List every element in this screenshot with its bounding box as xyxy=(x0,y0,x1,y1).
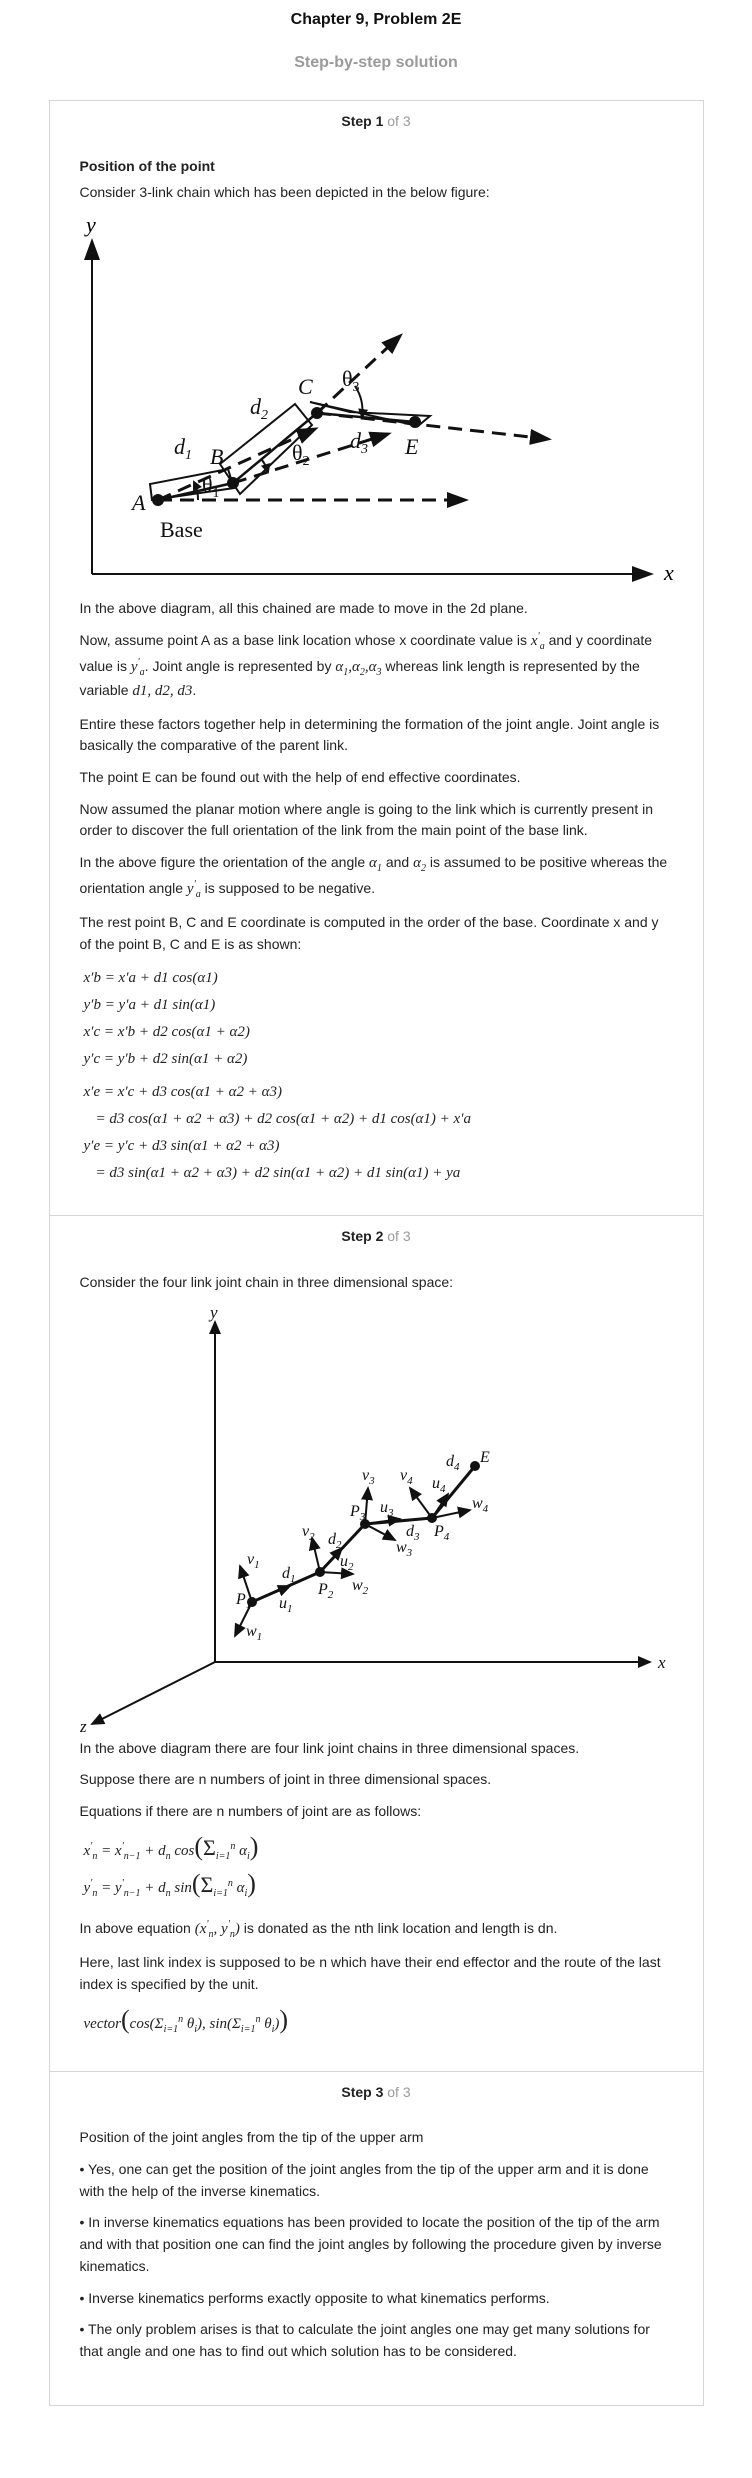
label-w4: $w_4$ xyxy=(471,1494,488,1515)
page-header xyxy=(0,0,752,76)
vector-v4 xyxy=(410,1488,432,1518)
label-u2: $u_2$ xyxy=(339,1552,353,1573)
equation-row: $y'_n = y'_{n-1} + d_n$ $\sin(\Sigma_{i=1}^n$ $\alpha_i$) xyxy=(83,1868,256,1899)
step-1-para-2: Now, assume point A as a base link location whose x coordinate value is $x'_a$ and y coordinate value is $y'_a$. Joint angle is represented by $\alpha_1,\alpha_2,\alpha_3$ whereas link length is represented by the variable d1, d2, d3. xyxy=(79,631,653,700)
joint-e xyxy=(409,416,421,428)
step-1-para-7: The rest point B, C and E coordinate is computed in the order of the base. Coordinate x and y of the point B, C and E is as shown: xyxy=(79,914,659,952)
label-d2: $d_2$ xyxy=(249,393,268,423)
step-2-vector-equation xyxy=(84,2006,673,2043)
label-theta-2: $\theta_2$ xyxy=(291,439,310,469)
equation-row: x′c = x′b + d2 cos(α1 + α2) xyxy=(83,1024,250,1041)
label-b: B xyxy=(209,443,223,469)
step-1-equations xyxy=(84,965,673,1187)
step-1 xyxy=(50,101,703,1216)
joint-a xyxy=(152,494,164,506)
vector-w3 xyxy=(365,1524,395,1540)
step-3-bullet: • Yes, one can get the position of the joint angles from the tip of the upper arm and it is done with the help of the inverse kinematics. xyxy=(79,2161,649,2199)
label-e: E xyxy=(479,1448,490,1466)
label-d4: $d_4$ xyxy=(445,1452,459,1473)
label-v2: $v_2$ xyxy=(301,1522,315,1543)
step-1-header xyxy=(80,111,673,133)
step-2-equations xyxy=(84,1833,673,1907)
step-3-intro: Position of the joint angles from the tip of the upper arm xyxy=(79,2129,424,2146)
step-3-of: of 3 xyxy=(387,2083,411,2100)
solution-card xyxy=(49,100,704,2406)
step-3-label: Step 3 xyxy=(341,2083,384,2100)
label-p2: $P_2$ xyxy=(317,1580,333,1601)
y-axis-label: y xyxy=(85,213,96,237)
label-v1: $v_1$ xyxy=(246,1550,260,1571)
link-3-up-dashed xyxy=(317,336,400,413)
label-p3: $P_3$ xyxy=(349,1502,365,1523)
label-v4: $v_4$ xyxy=(399,1466,413,1487)
step-1-of: of 3 xyxy=(387,112,411,129)
label-a: A xyxy=(131,489,145,515)
label-w3: $w_3$ xyxy=(395,1538,412,1559)
x-axis-label: x xyxy=(657,1652,666,1672)
step-3-bullet: • The only problem arises is that to calculate the joint angles one may get many solutions for that angle and one has to find out which solution has to be considered. xyxy=(79,2321,650,2359)
joint-c xyxy=(311,407,323,419)
y-axis-label: y xyxy=(209,1303,218,1322)
step-3 xyxy=(50,2071,703,2405)
vector-v2 xyxy=(312,1538,320,1572)
step-2-of: of 3 xyxy=(387,1228,411,1245)
step-1-label: Step 1 xyxy=(341,112,384,129)
step-2-header xyxy=(80,1226,673,1248)
page-subtitle: Step-by-step solution xyxy=(294,53,458,71)
vector-v3 xyxy=(365,1488,368,1524)
label-c: C xyxy=(297,373,313,399)
label-d1: $d_1$ xyxy=(281,1564,295,1585)
label-w1: $w_1$ xyxy=(245,1622,262,1643)
label-p4: $P_4$ xyxy=(433,1522,449,1543)
label-d3: $d_3$ xyxy=(405,1522,419,1543)
step-2-para-4: In above equation ($x'_n$, $y'_n$) is donated as the nth link location and length is dn. xyxy=(79,1918,558,1940)
label-d2: $d_2$ xyxy=(327,1530,341,1551)
step-1-para-4: The point E can be found out with the help of end effective coordinates. xyxy=(79,768,521,785)
equation-row: = d3 sin(α1 + α2 + α3) + d2 sin(α1 + α2) + d1 sin(α1) + ya xyxy=(95,1165,461,1182)
equation-row: $vector(\cos(\Sigma_{i=1}^n$ $\theta_i$), $\sin(\Sigma_{i=1}^n$ $\theta_i$)) xyxy=(83,2004,289,2035)
label-u4: $u_4$ xyxy=(431,1474,445,1495)
equation-row: x′b = x′a + d1 cos(α1) xyxy=(83,970,218,987)
three-link-chain-figure xyxy=(80,214,680,594)
step-2-para-5: Here, last link index is supposed to be n which have their end effector and the route of the last index is specified by the unit. xyxy=(79,1954,661,1993)
step-2-para-3: Equations if there are n numbers of joint are as follows: xyxy=(79,1803,422,1820)
step-2 xyxy=(50,1215,703,2070)
label-w2: $w_2$ xyxy=(351,1576,368,1597)
step-1-para-3: Entire these factors together help in determining the formation of the joint angle. Joint angle is basically the comparative of the parent link. xyxy=(79,715,660,754)
step-2-para-1: In the above diagram there are four link joint chains in three dimensional spaces. xyxy=(79,1739,580,1756)
z-axis-label: z xyxy=(79,1716,87,1734)
step-3-bullet: • In inverse kinematics equations has been provided to locate the position of the tip of the arm and with that position one can find the joint angles by following the procedure given by inverse kinematics. xyxy=(79,2214,662,2274)
label-u3: $u_3$ xyxy=(379,1498,393,1519)
z-axis xyxy=(92,1662,215,1724)
step-3-bullet: • Inverse kinematics performs exactly opposite to what kinematics performs. xyxy=(79,2289,550,2306)
step-1-para-1: In the above diagram, all this chained are made to move in the 2d plane. xyxy=(79,599,528,616)
joint-b xyxy=(227,477,239,489)
step-1-heading: Position of the point xyxy=(79,158,215,175)
label-u1: $u_1$ xyxy=(278,1594,292,1615)
label-theta-1: $\theta_1$ xyxy=(201,471,220,501)
step-2-intro: Consider the four link joint chain in three dimensional space: xyxy=(79,1274,454,1291)
equation-row: y′e = y′c + d3 sin(α1 + α2 + α3) xyxy=(83,1138,280,1155)
equation-row: y′c = y′b + d2 sin(α1 + α2) xyxy=(83,1051,248,1068)
link-2-line xyxy=(233,413,317,483)
label-theta-3: $\theta_3$ xyxy=(341,365,360,395)
equation-row: y′b = y′a + d1 sin(α1) xyxy=(83,997,216,1014)
label-base: Base xyxy=(159,516,203,542)
four-link-chain-figure xyxy=(80,1304,680,1734)
label-e: E xyxy=(404,433,418,459)
end-effector-e xyxy=(470,1461,480,1471)
equation-row: = d3 cos(α1 + α2 + α3) + d2 cos(α1 + α2) + d1 cos(α1) + x′a xyxy=(95,1111,471,1128)
label-p1: $P_1$ xyxy=(235,1590,251,1611)
equation-row: $x'_n = x'_{n-1} + d_n$ $\cos(\Sigma_{i=1}^n$ $\alpha_i$) xyxy=(83,1831,259,1862)
step-2-label: Step 2 xyxy=(341,1228,384,1245)
x-axis-label: x xyxy=(663,559,674,585)
step-1-para-6: In the above figure the orientation of the angle $\alpha_1$ and $\alpha_2$ is assumed to be positive whereas the orientation angle $y'_a$ is supposed to be negative. xyxy=(79,854,668,900)
joint-p2 xyxy=(315,1567,325,1577)
label-d1: $d_1$ xyxy=(173,433,192,463)
label-d3: $d_3$ xyxy=(349,427,368,457)
step-1-intro: Consider 3-link chain which has been depicted in the below figure: xyxy=(79,183,490,200)
page-title: Chapter 9, Problem 2E xyxy=(290,11,462,28)
step-3-header xyxy=(80,2082,673,2104)
joint-p4 xyxy=(427,1513,437,1523)
step-2-para-2: Suppose there are n numbers of joint in three dimensional spaces. xyxy=(79,1771,492,1788)
step-1-para-5: Now assumed the planar motion where angle is going to the link which is currently present in order to discover the full orientation of the link from the main point of the base link. xyxy=(79,800,654,839)
label-v3: $v_3$ xyxy=(361,1466,375,1487)
equation-row: x′e = x′c + d3 cos(α1 + α2 + α3) xyxy=(83,1084,283,1101)
